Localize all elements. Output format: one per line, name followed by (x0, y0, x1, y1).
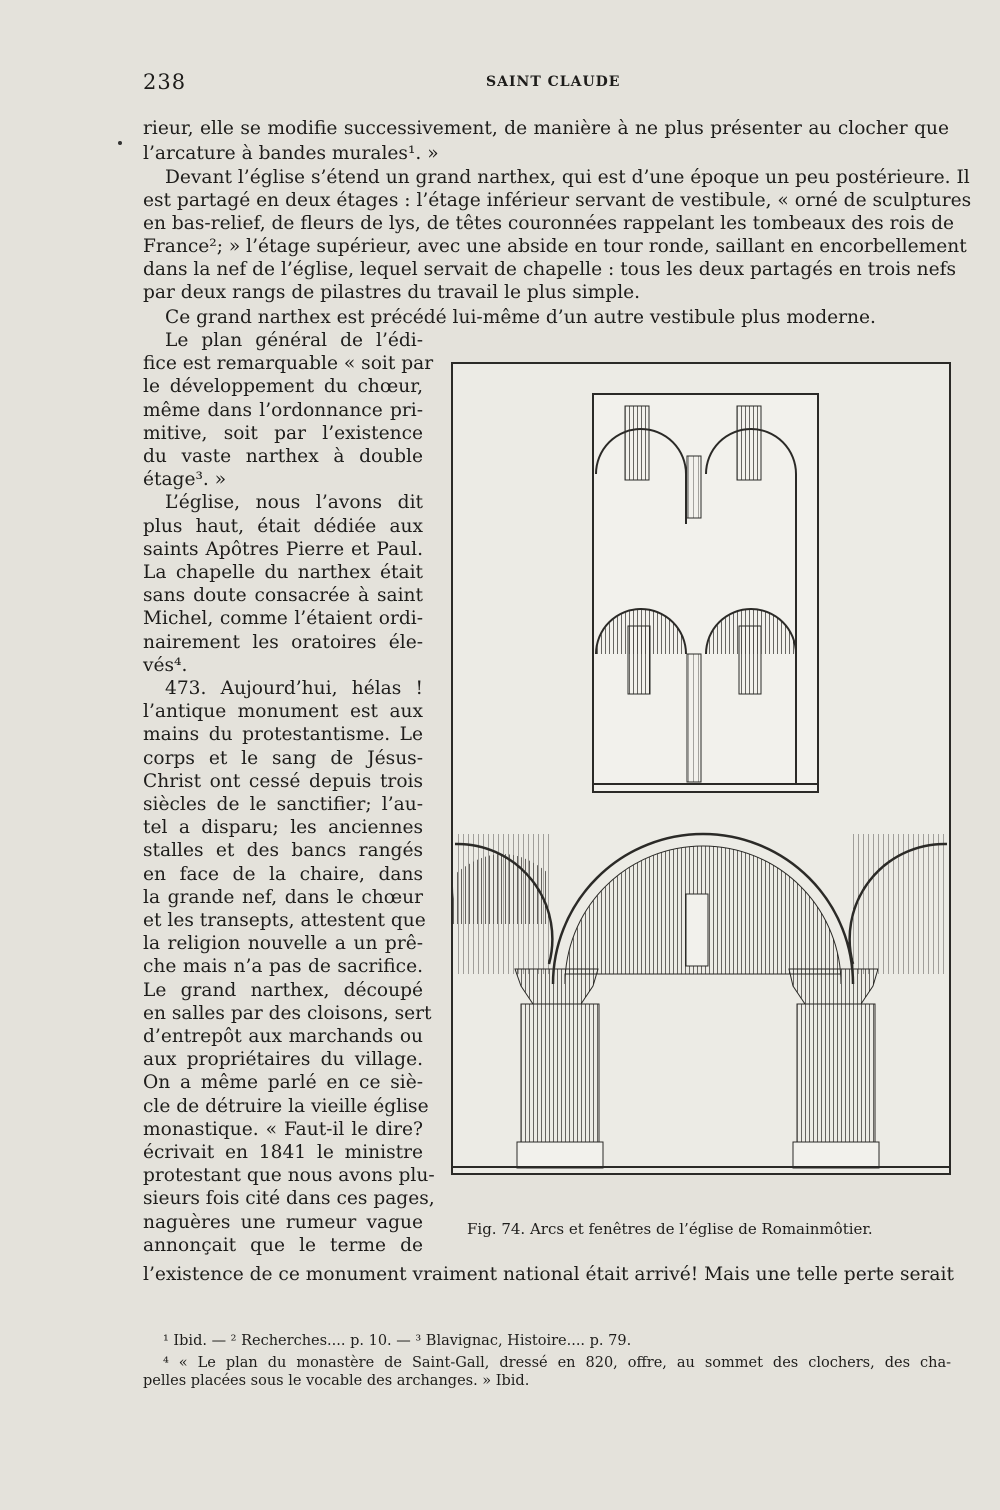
text-line: France²; » l’étage supérieur, avec une abside en tour ronde, saillant en encorbellement (143, 236, 967, 257)
text-line: monastique. « Faut-il le dire? (143, 1118, 423, 1140)
text-line: cle de détruire la vieille église (143, 1095, 429, 1117)
footnote: ¹ Ibid. — ² Recherches.... p. 10. — ³ Blavignac, Histoire.... p. 79. (163, 1333, 632, 1349)
text-line: la grande nef, dans le chœur (143, 886, 423, 908)
text-line: naguères une rumeur vague (143, 1211, 423, 1233)
running-title: SAINT CLAUDE (486, 74, 621, 90)
page-number: 238 (143, 70, 187, 94)
text-line: d’entrepôt aux marchands ou (143, 1026, 423, 1047)
text-line: dans la nef de l’église, lequel servait de chapelle : tous les deux partagés en trois nefs (143, 259, 957, 280)
text-line: étage³. » (143, 469, 227, 491)
text-line: Devant l’église s’étend un grand narthex, qui est d’une époque un peu postérieure. Il (165, 167, 970, 188)
text-line: est partagé en deux étages : l’étage inférieur servant de vestibule, « orné de sculptures (143, 190, 972, 211)
arches-drawing (453, 364, 949, 1173)
text-line: mitive, soit par l’existence (143, 422, 423, 444)
text-line: siècles de le sanctifier; l’au- (143, 794, 423, 815)
text-line: stalles et des bancs rangés (143, 840, 423, 862)
text-line: mains du protestantisme. Le (143, 724, 423, 746)
text-line: l’antique monument est aux (143, 701, 423, 723)
figure-illustration (451, 362, 951, 1175)
text-line: 473. Aujourd’hui, hélas ! (165, 678, 423, 699)
footnote: pelles placées sous le vocable des archanges. » Ibid. (143, 1373, 530, 1389)
text-line: che mais n’a pas de sacrifice. (143, 956, 423, 978)
text-line: du vaste narthex à double (143, 446, 423, 467)
text-line: plus haut, était dédiée aux (143, 515, 423, 537)
figure-caption: Fig. 74. Arcs et fenêtres de l’église de Romainmôtier. (467, 1220, 873, 1238)
text-line: vés⁴. (143, 654, 188, 676)
text-line: le développement du chœur, (143, 376, 423, 398)
text-line: et les transepts, attestent que (143, 910, 426, 931)
text-line: Le plan général de l’édi- (165, 330, 423, 351)
text-line: Ce grand narthex est précédé lui-même d’un autre vestibule plus moderne. (165, 307, 876, 328)
text-line: l’arcature à bandes murales¹. » (143, 143, 439, 164)
text-line: en salles par des cloisons, sert (143, 1002, 432, 1024)
text-line: en face de la chaire, dans (143, 863, 423, 885)
text-line: L’église, nous l’avons dit (165, 492, 423, 514)
text-line: la religion nouvelle a un prê- (143, 933, 423, 955)
text-line: saints Apôtres Pierre et Paul. (143, 538, 423, 560)
text-line: même dans l’ordonnance pri- (143, 399, 423, 421)
text-line: Michel, comme l’étaient ordi- (143, 608, 423, 630)
text-line: annonçait que le terme de (143, 1234, 423, 1256)
text-line: Le grand narthex, découpé (143, 979, 423, 1001)
text-line: aux propriétaires du village. (143, 1049, 423, 1071)
text-line: protestant que nous avons plu- (143, 1165, 435, 1187)
text-line: l’existence de ce monument vraiment national était arrivé! Mais une telle perte serait (143, 1264, 954, 1285)
text-line: en bas-relief, de fleurs de lys, de têtes couronnées rappelant les tombeaux des rois de (143, 213, 954, 234)
text-line: La chapelle du narthex était (143, 562, 423, 583)
text-line: On a même parlé en ce siè- (143, 1072, 423, 1094)
text-line: sans doute consacrée à saint (143, 585, 423, 607)
text-line: rieur, elle se modifie successivement, de manière à ne plus présenter au clocher que (143, 118, 949, 139)
text-line: par deux rangs de pilastres du travail le plus simple. (143, 282, 641, 303)
text-line: sieurs fois cité dans ces pages, (143, 1188, 435, 1210)
text-line: Christ ont cessé depuis trois (143, 770, 423, 792)
margin-dot (118, 141, 122, 145)
text-line: corps et le sang de Jésus- (143, 747, 423, 769)
footnote: ⁴ « Le plan du monastère de Saint-Gall, dressé en 820, offre, au sommet des clochers, des cha- (163, 1355, 951, 1371)
text-line: nairement les oratoires éle- (143, 631, 423, 653)
text-line: tel a disparu; les anciennes (143, 817, 423, 839)
text-line: écrivait en 1841 le ministre (143, 1142, 423, 1163)
text-line: fice est remarquable « soit par (143, 353, 434, 375)
